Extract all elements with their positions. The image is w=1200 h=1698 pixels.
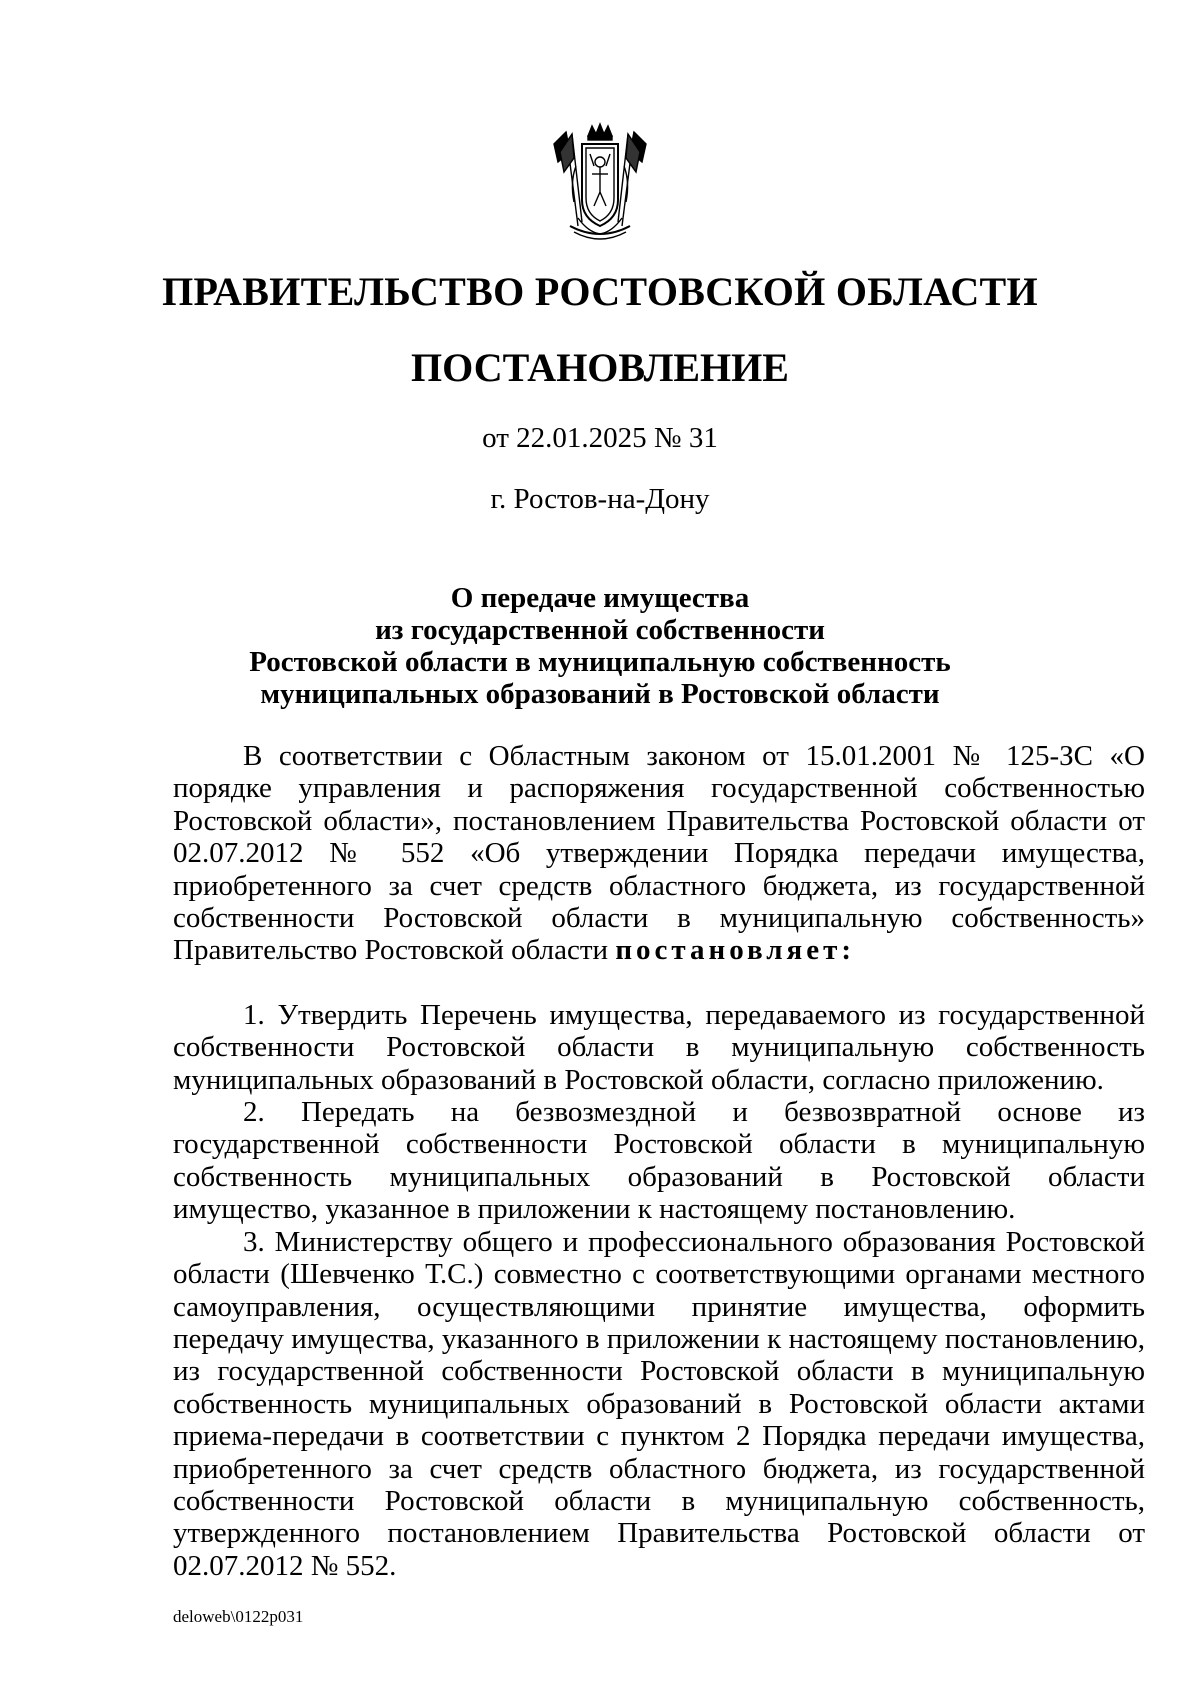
subject-line: муниципальных образований в Ростовской области: [260, 678, 940, 710]
subject-line: из государственной собственности: [375, 614, 825, 646]
item-paragraph: 2. Передать на безвозмездной и безвозвратной основе из государственной собственности Ростовской области в муниципальную собственность муниципальных образований в Ростовской области имущество, указанное в приложении к настоящему постановлению.: [173, 1096, 1145, 1226]
document-place: г. Ростов-на-Дону: [490, 483, 710, 515]
preamble-verb: постановляет:: [615, 934, 856, 967]
document-body: [173, 740, 1145, 1582]
item-paragraph: 1. Утвердить Перечень имущества, передаваемого из государственной собственности Ростовской области в муниципальную собственность муниципальных образований в Ростовской области, согласно приложению.: [173, 998, 1145, 1096]
subject-line: О передаче имущества: [450, 582, 750, 614]
preamble-paragraph: [173, 740, 1145, 967]
file-code: deloweb\0122p031: [173, 1607, 304, 1626]
item-paragraph: 3. Министерству общего и профессионального образования Ростовской области (Шевченко Т.С.) совместно с соответствующими органами местного самоуправления, осуществляющими принятие имущества, оформить передачу имущества, указанного в приложении к настоящему постановлению, из государственной собственности Ростовской области в муниципальную собственность муниципальных образований в Ростовской области актами приема-передачи в соответствии с пунктом 2 Порядка передачи имущества, приобретенного за счет средств областного бюджета, из государственной собственности Ростовской области в муниципальную собственность, утвержденного постановлением Правительства Ростовской области от 02.07.2012 № 552.: [173, 1225, 1145, 1582]
document-subject: [0, 582, 1200, 710]
document-type: ПОСТАНОВЛЕНИЕ: [411, 345, 789, 390]
organization-title: ПРАВИТЕЛЬСТВО РОСТОВСКОЙ ОБЛАСТИ: [162, 269, 1038, 314]
subject-line: Ростовской области в муниципальную собственность: [249, 646, 951, 678]
preamble-text: В соответствии с Областным законом от 15.01.2001 № 125-ЗС «О порядке управления и распоряжения государственной собственностью Ростовской области», постановлением Правительства Ростовской области от 02.07.2012 № 552 «Об утверждении Порядка передачи имущества, приобретенного за счет средств областного бюджета, из государственной собственности Ростовской области в муниципальную собственность» Правительство Ростовской области: [173, 740, 1145, 967]
coat-of-arms-icon: [548, 122, 652, 246]
document-date-number: от 22.01.2025 № 31: [482, 422, 718, 454]
